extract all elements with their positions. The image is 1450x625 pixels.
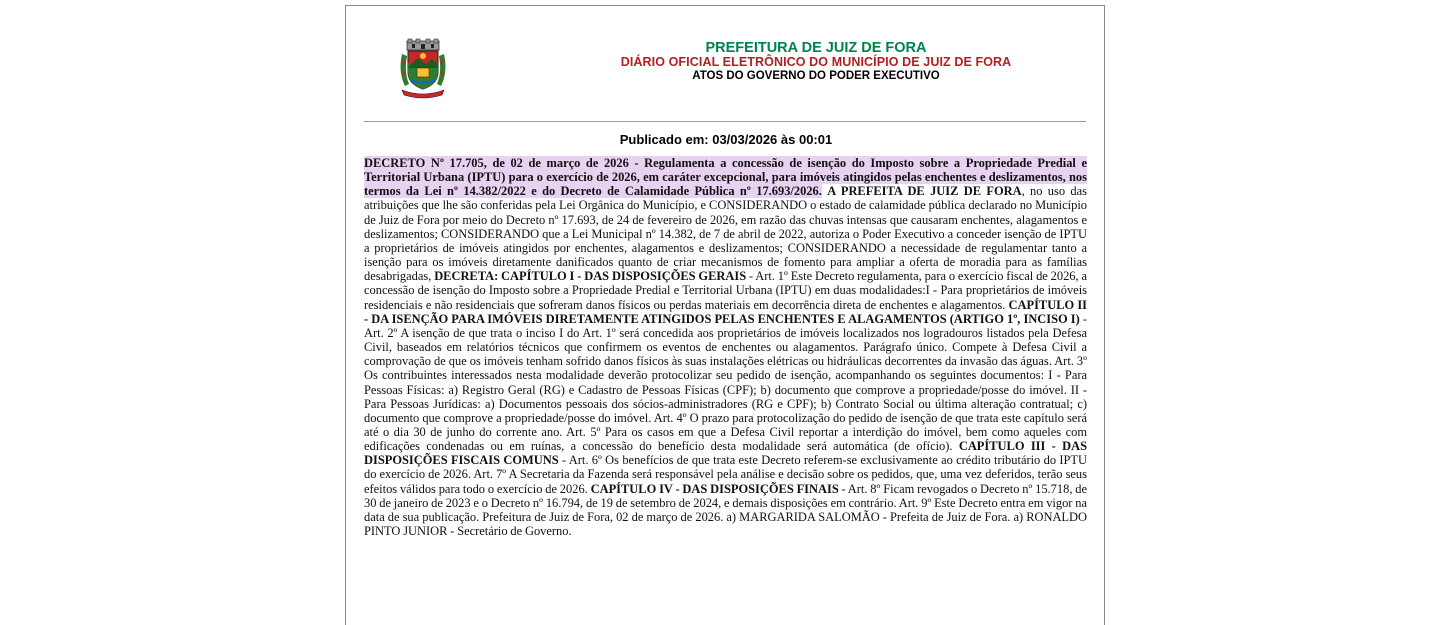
city-title: PREFEITURA DE JUIZ DE FORA	[705, 40, 927, 56]
gazette-header	[546, 41, 1086, 83]
chapter-1-text: - Art. 1º Este Decreto regulamenta, para o exercício fiscal de 2026, a concessão de isenção do Imposto sobre a Propriedade Predial e Territorial Urbana (IPTU) em duas modalidades:I - Para proprietários de imóveis residenciais e não residenciais que sofreram danos físicos ou perdas materiais em decorrência direta de enchentes e alagamentos.	[364, 269, 1087, 312]
gazette-title: DIÁRIO OFICIAL ELETRÔNICO DO MUNICÍPIO DE JUIZ DE FORA	[620, 55, 1012, 69]
chapter-3-heading: CAPÍTULO III - DAS DISPOSIÇÕES FISCAIS COMUNS	[364, 439, 1087, 468]
decree-subject: A PREFEITA DE JUIZ DE FORA	[827, 184, 1022, 199]
chapter-4-heading: CAPÍTULO IV - DAS DISPOSIÇÕES FINAIS	[590, 481, 839, 496]
header-divider	[364, 121, 1086, 122]
chapter-3-text: - Art. 6º Os benefícios de que trata este Decreto referem-se exclusivamente ao crédito tributário do IPTU do exercício de 2026. Art. 7º A Secretaria da Fazenda será responsável pela análise e decisão sobre os pedidos, que, uma vez deferidos, terão seus efeitos válidos para todo o exercício de 2026.	[364, 453, 1088, 496]
decree-text	[364, 156, 1087, 538]
document-page	[345, 5, 1105, 625]
chapter-2-heading: CAPÍTULO II - DA ISENÇÃO PARA IMÓVEIS DIRETAMENTE ATINGIDOS PELAS ENCHENTES E ALAGAMENTOS (ARTIGO 1º, INCISO I)	[364, 297, 1087, 326]
chapter-1-heading: DECRETA: CAPÍTULO I - DAS DISPOSIÇÕES GERAIS	[434, 269, 747, 284]
coat-of-arms-icon	[396, 38, 450, 100]
decree-title: DECRETO Nº 17.705, de 02 de março de 2026 - Regulamenta a concessão de isenção do Imposto sobre a Propriedade Predial e Territorial Urbana (IPTU) para o exercício de 2026, em caráter excepcional, para imóveis atingidos pelas enchentes e deslizamentos, nos termos da Lei nº 14.382/2022 e do Decreto de Calamidade Pública nº 17.693/2026.	[364, 156, 1087, 199]
section-title: ATOS DO GOVERNO DO PODER EXECUTIVO	[692, 70, 940, 82]
published-date: Publicado em: 03/03/2026 às 00:01	[619, 132, 833, 147]
chapter-4-text: - Art. 8º Ficam revogados o Decreto nº 15.718, de 30 de janeiro de 2023 e o Decreto nº 16.794, de 19 de setembro de 2024, e demais disposições em contrário. Art. 9º Este Decreto entra em vigor na data de sua publicação. Prefeitura de Juiz de Fora, 02 de março de 2026. a) MARGARIDA SALOMÃO - Prefeita de Juiz de Fora. a) RONALDO PINTO JUNIOR - Secretário de Governo.	[364, 481, 1087, 539]
chapter-2-text: - Art. 2º A isenção de que trata o inciso I do Art. 1º será concedida aos proprietários de imóveis localizados nos logradouros listados pela Defesa Civil, baseados em relatórios técnicos que confirmem os eventos de enchentes ou alagamentos. Parágrafo único. Compete à Defesa Civil a comprovação de que os imóveis tenham sofrido danos físicos às suas instalações elétricas ou hidráulicas decorrentes da invasão das águas. Art. 3º Os contribuintes interessados nesta modalidade deverão protocolizar seu pedido de isenção, acompanhando os seguintes documentos: I - Para Pessoas Físicas: a) Registro Geral (RG) e Cadastro de Pessoas Físicas (CPF); b) documento que comprove a propriedade/posse do imóvel. II - Para Pessoas Jurídicas: a) Documentos pessoais dos sócios-administradores (RG e CPF); b) Contrato Social ou última alteração contratual; c) documento que comprove a propriedade/posse do imóvel. Art. 4º O prazo para protocolização do pedido de isenção de que trata este capítulo será até o dia 30 de junho do corrente ano. Art. 5º Para os casos em que a Defesa Civil reportar a interdição do imóvel, bem como aqueles com edificações condenadas ou em ruínas, a concessão do benefício desta modalidade será automática (de ofício).	[364, 311, 1087, 454]
decree-preamble: , no uso das atribuições que lhe são conferidas pela Lei Orgânica do Município, e CONSIDERANDO o estado de calamidade pública declarado no Município de Juiz de Fora por meio do Decreto nº 17.693, de 24 de fevereiro de 2026, em razão das chuvas intensas que causaram enchentes, alagamentos e deslizamentos; CONSIDERANDO que a Lei Municipal nº 14.382, de 7 de abril de 2022, autoriza o Poder Executivo a conceder isenção de IPTU a proprietários de imóveis atingidos por enchentes, alagamentos e deslizamentos; CONSIDERANDO a necessidade de regulamentar tanto a isenção para os imóveis diretamente danificados quanto de criar mecanismos de fomento para ampliar a oferta de moradia para as famílias desabrigadas,	[364, 184, 1087, 284]
